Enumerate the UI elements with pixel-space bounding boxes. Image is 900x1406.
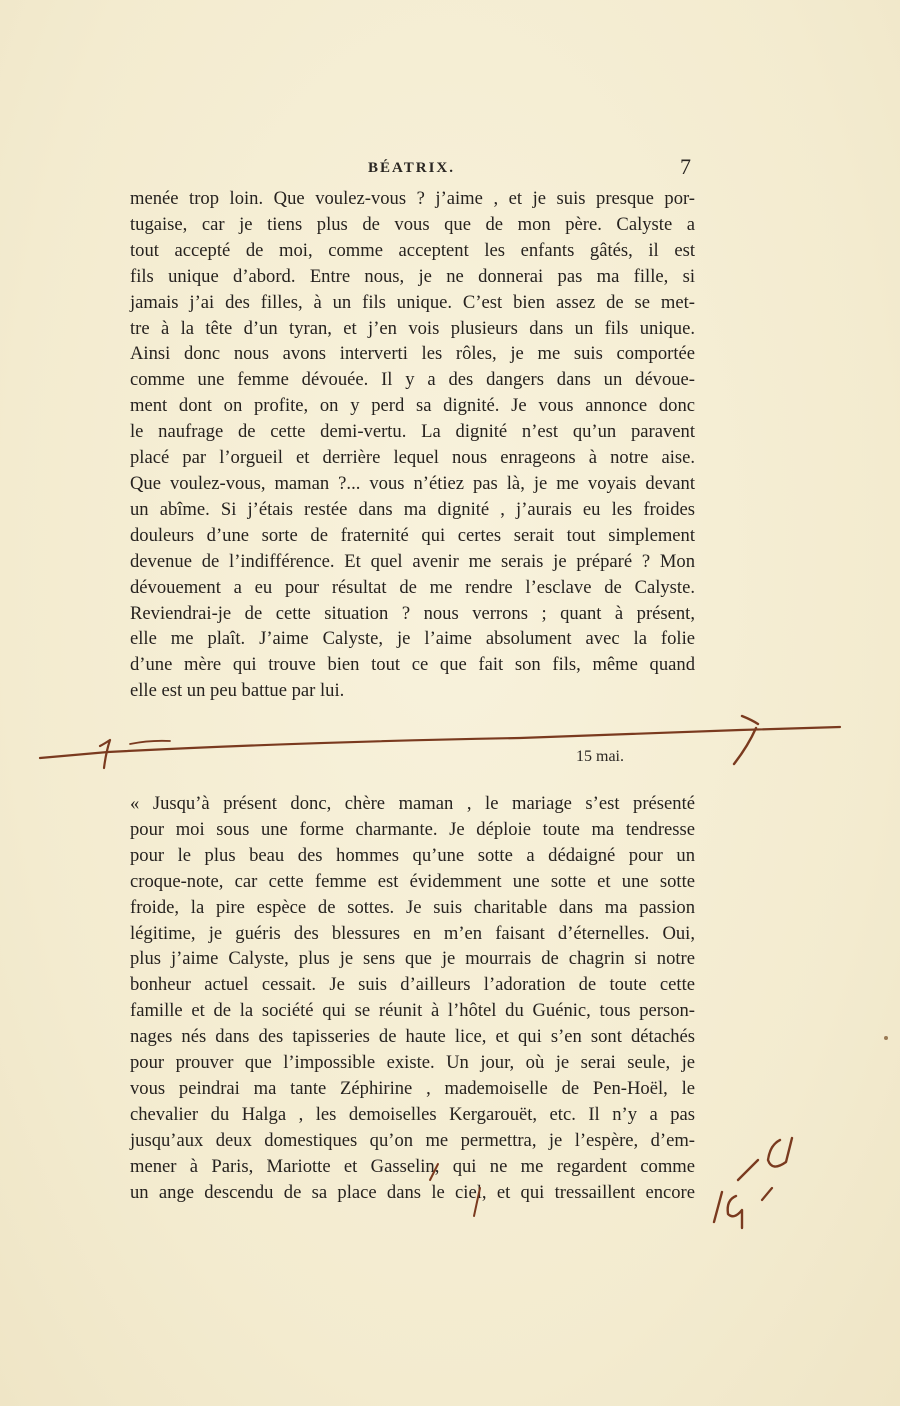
ink-folio-tick: [762, 1188, 772, 1200]
letter-date: 15 mai.: [576, 748, 624, 765]
text-line: le naufrage de cette demi-vertu. La dignité n’est qu’un paravent: [130, 421, 695, 443]
text-line: Que voulez-vous, maman ?... vous n’étiez pas là, je me voyais devant: [130, 472, 695, 494]
text-line: ment dont on profite, on y perd sa dignité. Je vous annonce donc: [130, 395, 695, 417]
ink-horizontal-stroke: [40, 727, 840, 758]
text-line: jusqu’aux deux domestiques qu’on me permettra, je l’espère, d’em-: [130, 1129, 695, 1151]
ink-folio-lower-slash: [714, 1192, 722, 1222]
passage-1: [130, 186, 695, 704]
text-line: vous peindrai ma tante Zéphirine , mademoiselle de Pen-Hoël, le: [130, 1077, 695, 1099]
passage-2: [130, 791, 695, 1206]
ink-folio-lower-loop: [728, 1196, 742, 1228]
text-line: tugaise, car je tiens plus de vous que de mon père. Calyste a: [130, 213, 695, 235]
running-title: BÉATRIX.: [368, 160, 455, 176]
text-line: comme une femme dévouée. Il y a des dangers dans un dévoue-: [130, 369, 695, 391]
text-line: « Jusqu’à présent donc, chère maman , le mariage s’est présenté: [130, 793, 695, 814]
text-line: placé par l’orgueil et derrière lequel nous enrageons à notre aise.: [130, 447, 695, 469]
text-line: Ainsi donc nous avons interverti les rôles, je me suis comportée: [130, 343, 695, 365]
text-line: devenue de l’indifférence. Et quel avenir me serais je préparé ? Mon: [130, 550, 695, 572]
page-number: 7: [680, 154, 691, 179]
text-line: elle est un peu battue par lui.: [130, 680, 345, 702]
text-line: croque-note, car cette femme est évidemment une sotte et une sotte: [130, 870, 695, 892]
text-line: légitime, je guéris des blessures en m’en faisant d’éternelles. Oui,: [130, 922, 695, 944]
ink-left-bracket: [100, 740, 110, 768]
text-line: tout accepté de moi, comme acceptent les enfants gâtés, il est: [130, 239, 695, 261]
text-line: mener à Paris, Mariotte et Gasselin, qui ne me regardent comme: [130, 1155, 695, 1177]
text-line: dévouement a eu pour résultat de me rendre l’esclave de Calyste.: [130, 576, 695, 598]
text-line: nages nés dans des tapisseries de haute lice, et qui s’en sont détachés: [130, 1026, 695, 1048]
text-line: menée trop loin. Que voulez-vous ? j’aime , et je suis presque por-: [130, 188, 695, 209]
text-line: chevalier du Halga , les demoiselles Kergarouët, etc. Il n’y a pas: [130, 1103, 695, 1125]
ink-right-bracket: [734, 716, 758, 764]
ink-horizontal-stroke-2: [130, 741, 170, 744]
ink-folio-slash: [738, 1160, 758, 1180]
stain-dot: [884, 1036, 888, 1040]
text-line: d’une mère qui trouve bien tout ce que fait son fils, même quand: [130, 654, 695, 676]
text-line: jamais j’ai des filles, à un fils unique. C’est bien assez de se met-: [130, 291, 695, 313]
text-line: plus j’aime Calyste, plus je sens que je mourrais de chagrin si notre: [130, 948, 695, 970]
text-line: Reviendrai-je de cette situation ? nous verrons ; quant à présent,: [130, 602, 695, 624]
text-line: un abîme. Si j’étais restée dans ma dignité , j’aurais eu les froides: [130, 498, 695, 520]
text-line: pour prouver que l’impossible existe. Un jour, où je serai seule, je: [130, 1052, 695, 1074]
text-line: un ange descendu de sa place dans le ciel, et qui tressaillent encore: [130, 1181, 695, 1203]
text-line: pour le plus beau des hommes qu’une sotte a dédaigné pour un: [130, 844, 695, 866]
ink-folio-digit-loop: [768, 1138, 792, 1167]
text-line: fils unique d’abord. Entre nous, je ne donnerai pas ma fille, si: [130, 265, 695, 287]
text-line: froide, la pire espèce de sottes. Je suis charitable dans ma passion: [130, 896, 695, 918]
text-line: bonheur actuel cessait. Je suis d’ailleurs l’adoration de toute cette: [130, 974, 695, 996]
text-line: pour moi sous une forme charmante. Je déploie toute ma tendresse: [130, 818, 695, 840]
text-line: tre à la tête d’un tyran, et j’en vois plusieurs dans un fils unique.: [130, 317, 695, 339]
text-line: douleurs d’une sorte de fraternité qui certes serait tout simplement: [130, 524, 695, 546]
text-line: elle me plaît. J’aime Calyste, je l’aime absolument avec la folie: [130, 628, 695, 650]
text-line: famille et de la société qui se réunit à l’hôtel du Guénic, tous person-: [130, 1000, 695, 1022]
